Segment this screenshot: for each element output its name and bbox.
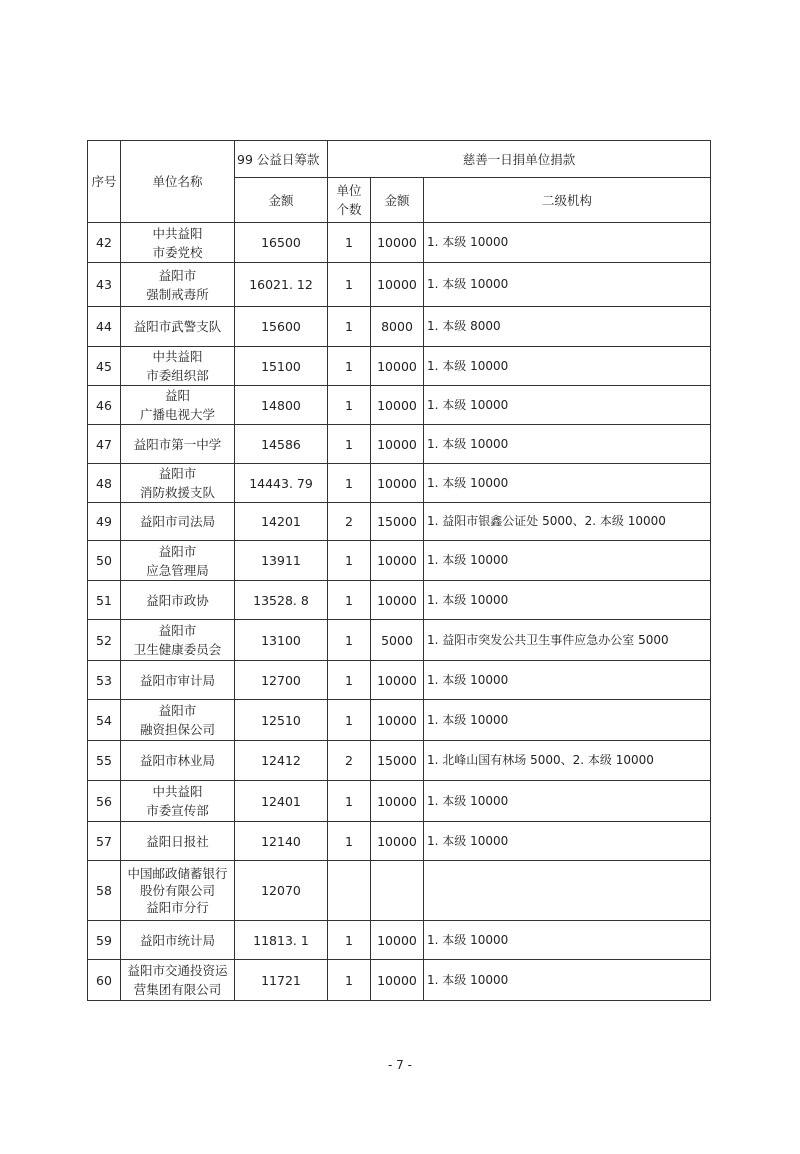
row-amount-99: 15600 — [235, 307, 328, 347]
row-seq: 56 — [88, 781, 121, 822]
row-seq: 46 — [88, 386, 121, 425]
row-amount: 10000 — [371, 386, 424, 425]
header-unit-name: 单位名称 — [121, 141, 235, 223]
row-secondary: 1. 本级 10000 — [424, 700, 711, 741]
row-seq: 54 — [88, 700, 121, 741]
table-row — [88, 347, 711, 386]
row-amount: 10000 — [371, 223, 424, 263]
row-secondary: 1. 本级 10000 — [424, 581, 711, 620]
row-seq: 57 — [88, 822, 121, 861]
row-amount: 10000 — [371, 541, 424, 581]
row-unit-name: 益阳市武警支队 — [121, 307, 235, 347]
row-amount: 10000 — [371, 661, 424, 700]
row-seq: 42 — [88, 223, 121, 263]
row-seq: 52 — [88, 620, 121, 661]
row-unit-count: 1 — [328, 425, 371, 464]
table-row — [88, 960, 711, 1001]
header-seq: 序号 — [88, 141, 121, 223]
row-secondary: 1. 本级 10000 — [424, 781, 711, 822]
row-amount: 10000 — [371, 781, 424, 822]
row-unit-count: 1 — [328, 822, 371, 861]
row-unit-count: 2 — [328, 741, 371, 781]
row-amount: 5000 — [371, 620, 424, 661]
row-amount — [371, 861, 424, 921]
row-secondary: 1. 本级 10000 — [424, 661, 711, 700]
table-row — [88, 581, 711, 620]
row-unit-name: 益阳市交通投资运 营集团有限公司 — [121, 960, 235, 1001]
row-amount-99: 16021. 12 — [235, 263, 328, 307]
row-unit-name: 益阳市 融资担保公司 — [121, 700, 235, 741]
row-amount-99: 13528. 8 — [235, 581, 328, 620]
row-seq: 59 — [88, 921, 121, 960]
row-secondary: 1. 本级 10000 — [424, 425, 711, 464]
row-secondary — [424, 861, 711, 921]
table-row — [88, 386, 711, 425]
row-unit-count: 1 — [328, 921, 371, 960]
row-amount: 10000 — [371, 347, 424, 386]
row-unit-count: 1 — [328, 781, 371, 822]
row-seq: 47 — [88, 425, 121, 464]
row-amount: 10000 — [371, 921, 424, 960]
row-unit-count: 1 — [328, 661, 371, 700]
row-amount: 10000 — [371, 263, 424, 307]
row-unit-name: 益阳市司法局 — [121, 503, 235, 541]
row-seq: 50 — [88, 541, 121, 581]
row-unit-count: 2 — [328, 503, 371, 541]
row-unit-name: 益阳市 卫生健康委员会 — [121, 620, 235, 661]
row-amount-99: 12140 — [235, 822, 328, 861]
row-secondary: 1. 本级 10000 — [424, 263, 711, 307]
table-row — [88, 822, 711, 861]
row-secondary: 1. 本级 10000 — [424, 347, 711, 386]
header-amount-99: 金额 — [235, 178, 328, 223]
row-unit-count: 1 — [328, 581, 371, 620]
row-amount-99: 14800 — [235, 386, 328, 425]
table-row — [88, 541, 711, 581]
row-secondary: 1. 本级 10000 — [424, 822, 711, 861]
table-row — [88, 620, 711, 661]
row-unit-count: 1 — [328, 700, 371, 741]
row-seq: 60 — [88, 960, 121, 1001]
row-unit-name: 益阳市统计局 — [121, 921, 235, 960]
table-row — [88, 464, 711, 503]
row-amount: 8000 — [371, 307, 424, 347]
row-amount: 10000 — [371, 464, 424, 503]
row-secondary: 1. 本级 10000 — [424, 541, 711, 581]
table-row — [88, 223, 711, 263]
row-amount: 10000 — [371, 700, 424, 741]
row-secondary: 1. 本级 10000 — [424, 386, 711, 425]
row-unit-name: 益阳日报社 — [121, 822, 235, 861]
row-secondary: 1. 本级 10000 — [424, 960, 711, 1001]
row-unit-name: 中共益阳 市委组织部 — [121, 347, 235, 386]
row-amount-99: 11721 — [235, 960, 328, 1001]
row-unit-name: 中国邮政储蓄银行 股份有限公司 益阳市分行 — [121, 861, 235, 921]
row-unit-name: 中共益阳 市委党校 — [121, 223, 235, 263]
row-amount: 15000 — [371, 503, 424, 541]
donation-table — [87, 140, 711, 1001]
row-amount-99: 11813. 1 — [235, 921, 328, 960]
row-unit-name: 益阳市 强制戒毒所 — [121, 263, 235, 307]
row-seq: 53 — [88, 661, 121, 700]
row-unit-count: 1 — [328, 960, 371, 1001]
row-unit-count: 1 — [328, 347, 371, 386]
table-row — [88, 263, 711, 307]
row-amount-99: 14443. 79 — [235, 464, 328, 503]
row-amount: 10000 — [371, 581, 424, 620]
table-row — [88, 425, 711, 464]
row-unit-name: 益阳市第一中学 — [121, 425, 235, 464]
row-amount: 15000 — [371, 741, 424, 781]
header-99-day: 99 公益日筹款 — [235, 141, 328, 178]
row-unit-count: 1 — [328, 223, 371, 263]
row-amount-99: 15100 — [235, 347, 328, 386]
row-unit-name: 益阳市 应急管理局 — [121, 541, 235, 581]
row-seq: 49 — [88, 503, 121, 541]
row-unit-name: 益阳市审计局 — [121, 661, 235, 700]
row-secondary: 1. 本级 10000 — [424, 464, 711, 503]
row-seq: 48 — [88, 464, 121, 503]
row-amount-99: 14201 — [235, 503, 328, 541]
row-amount-99: 12412 — [235, 741, 328, 781]
row-unit-count: 1 — [328, 541, 371, 581]
header-charity-donation: 慈善一日捐单位捐款 — [328, 141, 711, 178]
row-unit-count: 1 — [328, 386, 371, 425]
header-secondary: 二级机构 — [424, 178, 711, 223]
row-secondary: 1. 本级 8000 — [424, 307, 711, 347]
row-secondary: 1. 北峰山国有林场 5000、2. 本级 10000 — [424, 741, 711, 781]
table-row — [88, 503, 711, 541]
row-amount: 10000 — [371, 960, 424, 1001]
row-secondary: 1. 益阳市突发公共卫生事件应急办公室 5000 — [424, 620, 711, 661]
row-seq: 55 — [88, 741, 121, 781]
row-unit-count: 1 — [328, 464, 371, 503]
row-unit-count: 1 — [328, 620, 371, 661]
table-row — [88, 307, 711, 347]
row-unit-count — [328, 861, 371, 921]
row-secondary: 1. 益阳市银鑫公证处 5000、2. 本级 10000 — [424, 503, 711, 541]
header-unit-count: 单位 个数 — [328, 178, 371, 223]
table-row — [88, 781, 711, 822]
row-amount-99: 16500 — [235, 223, 328, 263]
row-unit-name: 益阳市 消防救援支队 — [121, 464, 235, 503]
row-seq: 51 — [88, 581, 121, 620]
row-seq: 45 — [88, 347, 121, 386]
table-row — [88, 921, 711, 960]
row-amount: 10000 — [371, 822, 424, 861]
row-secondary: 1. 本级 10000 — [424, 921, 711, 960]
row-seq: 44 — [88, 307, 121, 347]
row-amount-99: 12510 — [235, 700, 328, 741]
row-unit-name: 益阳市林业局 — [121, 741, 235, 781]
row-unit-name: 益阳 广播电视大学 — [121, 386, 235, 425]
row-amount-99: 13100 — [235, 620, 328, 661]
row-amount-99: 13911 — [235, 541, 328, 581]
header-amount: 金额 — [371, 178, 424, 223]
row-unit-count: 1 — [328, 307, 371, 347]
table-row — [88, 741, 711, 781]
table-row — [88, 861, 711, 921]
row-amount-99: 14586 — [235, 425, 328, 464]
row-unit-name: 益阳市政协 — [121, 581, 235, 620]
page-number: - 7 - — [388, 1058, 412, 1072]
row-amount-99: 12700 — [235, 661, 328, 700]
row-seq: 43 — [88, 263, 121, 307]
row-unit-count: 1 — [328, 263, 371, 307]
table-row — [88, 700, 711, 741]
row-unit-name: 中共益阳 市委宣传部 — [121, 781, 235, 822]
row-amount-99: 12070 — [235, 861, 328, 921]
row-secondary: 1. 本级 10000 — [424, 223, 711, 263]
table-row — [88, 661, 711, 700]
row-seq: 58 — [88, 861, 121, 921]
row-amount: 10000 — [371, 425, 424, 464]
row-amount-99: 12401 — [235, 781, 328, 822]
